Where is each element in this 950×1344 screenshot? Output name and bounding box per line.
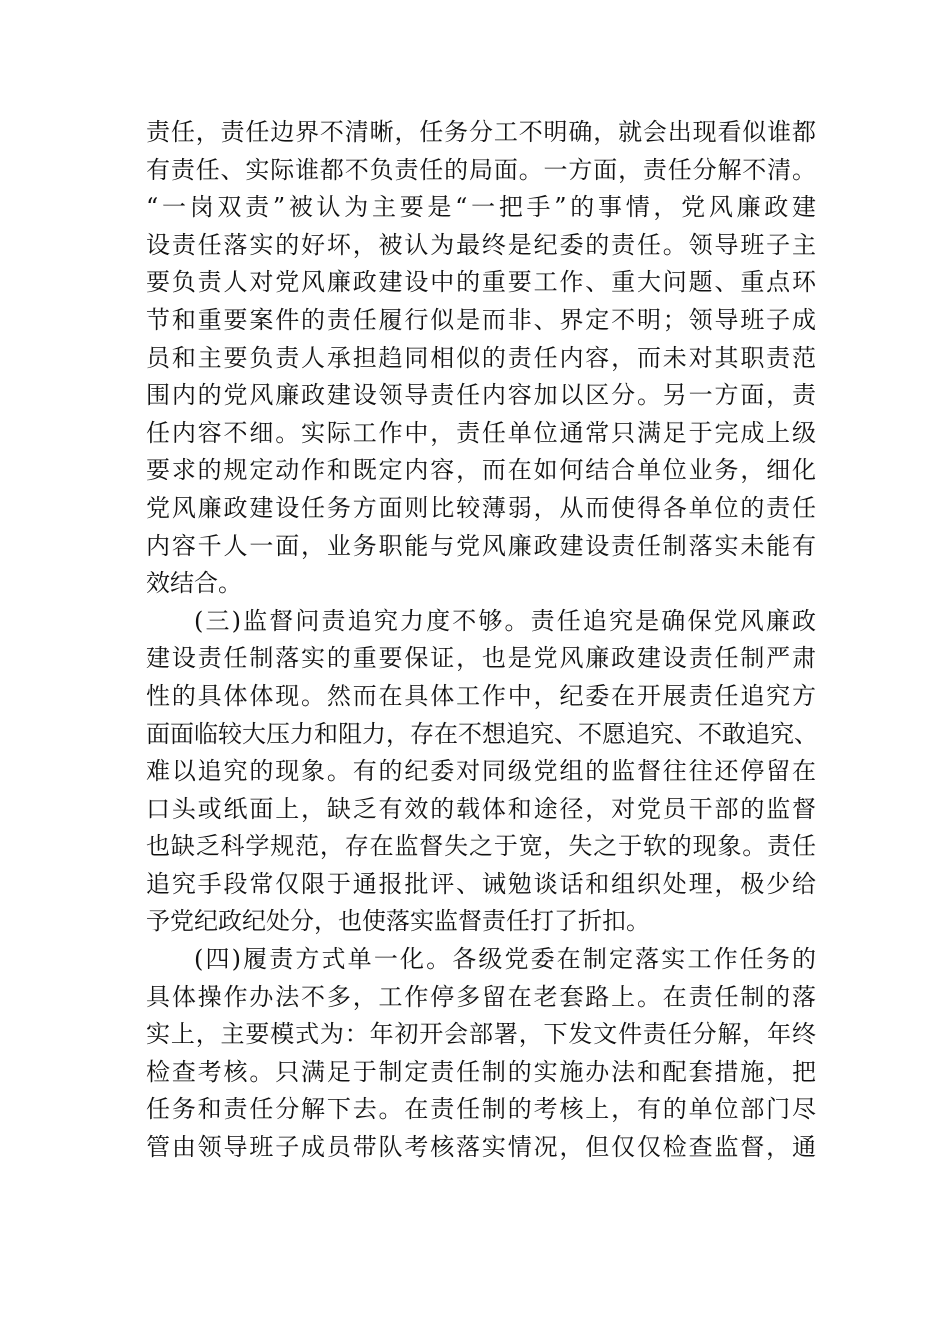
text-line: 建设责任制落实的重要保证，也是党风廉政建设责任制严肃 bbox=[146, 644, 816, 673]
text-line: 管由领导班子成员带队考核落实情况，但仅仅检查监督，通 bbox=[146, 1133, 816, 1162]
text-line: 党风廉政建设任务方面则比较薄弱，从而使得各单位的责任 bbox=[146, 493, 816, 522]
text-line: 实上，主要模式为：年初开会部署，下发文件责任分解，年终 bbox=[146, 1020, 816, 1049]
text-line: (三)监督问责追究力度不够。责任追究是确保党风廉政 bbox=[194, 606, 816, 635]
body-text bbox=[146, 114, 816, 1167]
text-line: “一岗双责”被认为主要是“一把手”的事情，党风廉政建 bbox=[146, 193, 816, 222]
text-line: (四)履责方式单一化。各级党委在制定落实工作任务的 bbox=[194, 945, 816, 974]
text-line: 要求的规定动作和既定内容，而在如何结合单位业务，细化 bbox=[146, 456, 816, 485]
text-line: 具体操作办法不多，工作停多留在老套路上。在责任制的落 bbox=[146, 982, 816, 1011]
text-line: 性的具体体现。然而在具体工作中，纪委在开展责任追究方 bbox=[146, 681, 816, 710]
text-line: 难以追究的现象。有的纪委对同级党组的监督往往还停留在 bbox=[146, 757, 816, 786]
text-line: 检查考核。只满足于制定责任制的实施办法和配套措施，把 bbox=[146, 1057, 816, 1086]
text-line: 节和重要案件的责任履行似是而非、界定不明；领导班子成 bbox=[146, 305, 816, 334]
text-line: 口头或纸面上，缺乏有效的载体和途径，对党员干部的监督 bbox=[146, 794, 816, 823]
text-line: 任务和责任分解下去。在责任制的考核上，有的单位部门尽 bbox=[146, 1095, 816, 1124]
text-line: 内容千人一面，业务职能与党风廉政建设责任制落实未能有 bbox=[146, 531, 816, 560]
text-line: 任内容不细。实际工作中，责任单位通常只满足于完成上级 bbox=[146, 418, 816, 447]
text-line: 追究手段常仅限于通报批评、诫勉谈话和组织处理，极少给 bbox=[146, 869, 816, 898]
text-line: 设责任落实的好坏，被认为最终是纪委的责任。领导班子主 bbox=[146, 230, 816, 259]
text-line: 责任，责任边界不清晰，任务分工不明确，就会出现看似谁都 bbox=[146, 118, 816, 146]
text-line: 效结合。 bbox=[146, 569, 242, 598]
text-line: 予党纪政纪处分，也使落实监督责任打了折扣。 bbox=[146, 907, 650, 936]
text-line: 面面临较大压力和阻力，存在不想追究、不愿追究、不敢追究、 bbox=[146, 719, 818, 748]
text-line: 员和主要负责人承担趋同相似的责任内容，而未对其职责范 bbox=[146, 343, 816, 372]
text-line: 也缺乏科学规范，存在监督失之于宽，失之于软的现象。责任 bbox=[146, 832, 816, 861]
text-line: 要负责人对党风廉政建设中的重要工作、重大问题、重点环 bbox=[146, 268, 816, 297]
text-line: 围内的党风廉政建设领导责任内容加以区分。另一方面，责 bbox=[146, 381, 816, 410]
text-line: 有责任、实际谁都不负责任的局面。一方面，责任分解不清。 bbox=[146, 155, 816, 184]
